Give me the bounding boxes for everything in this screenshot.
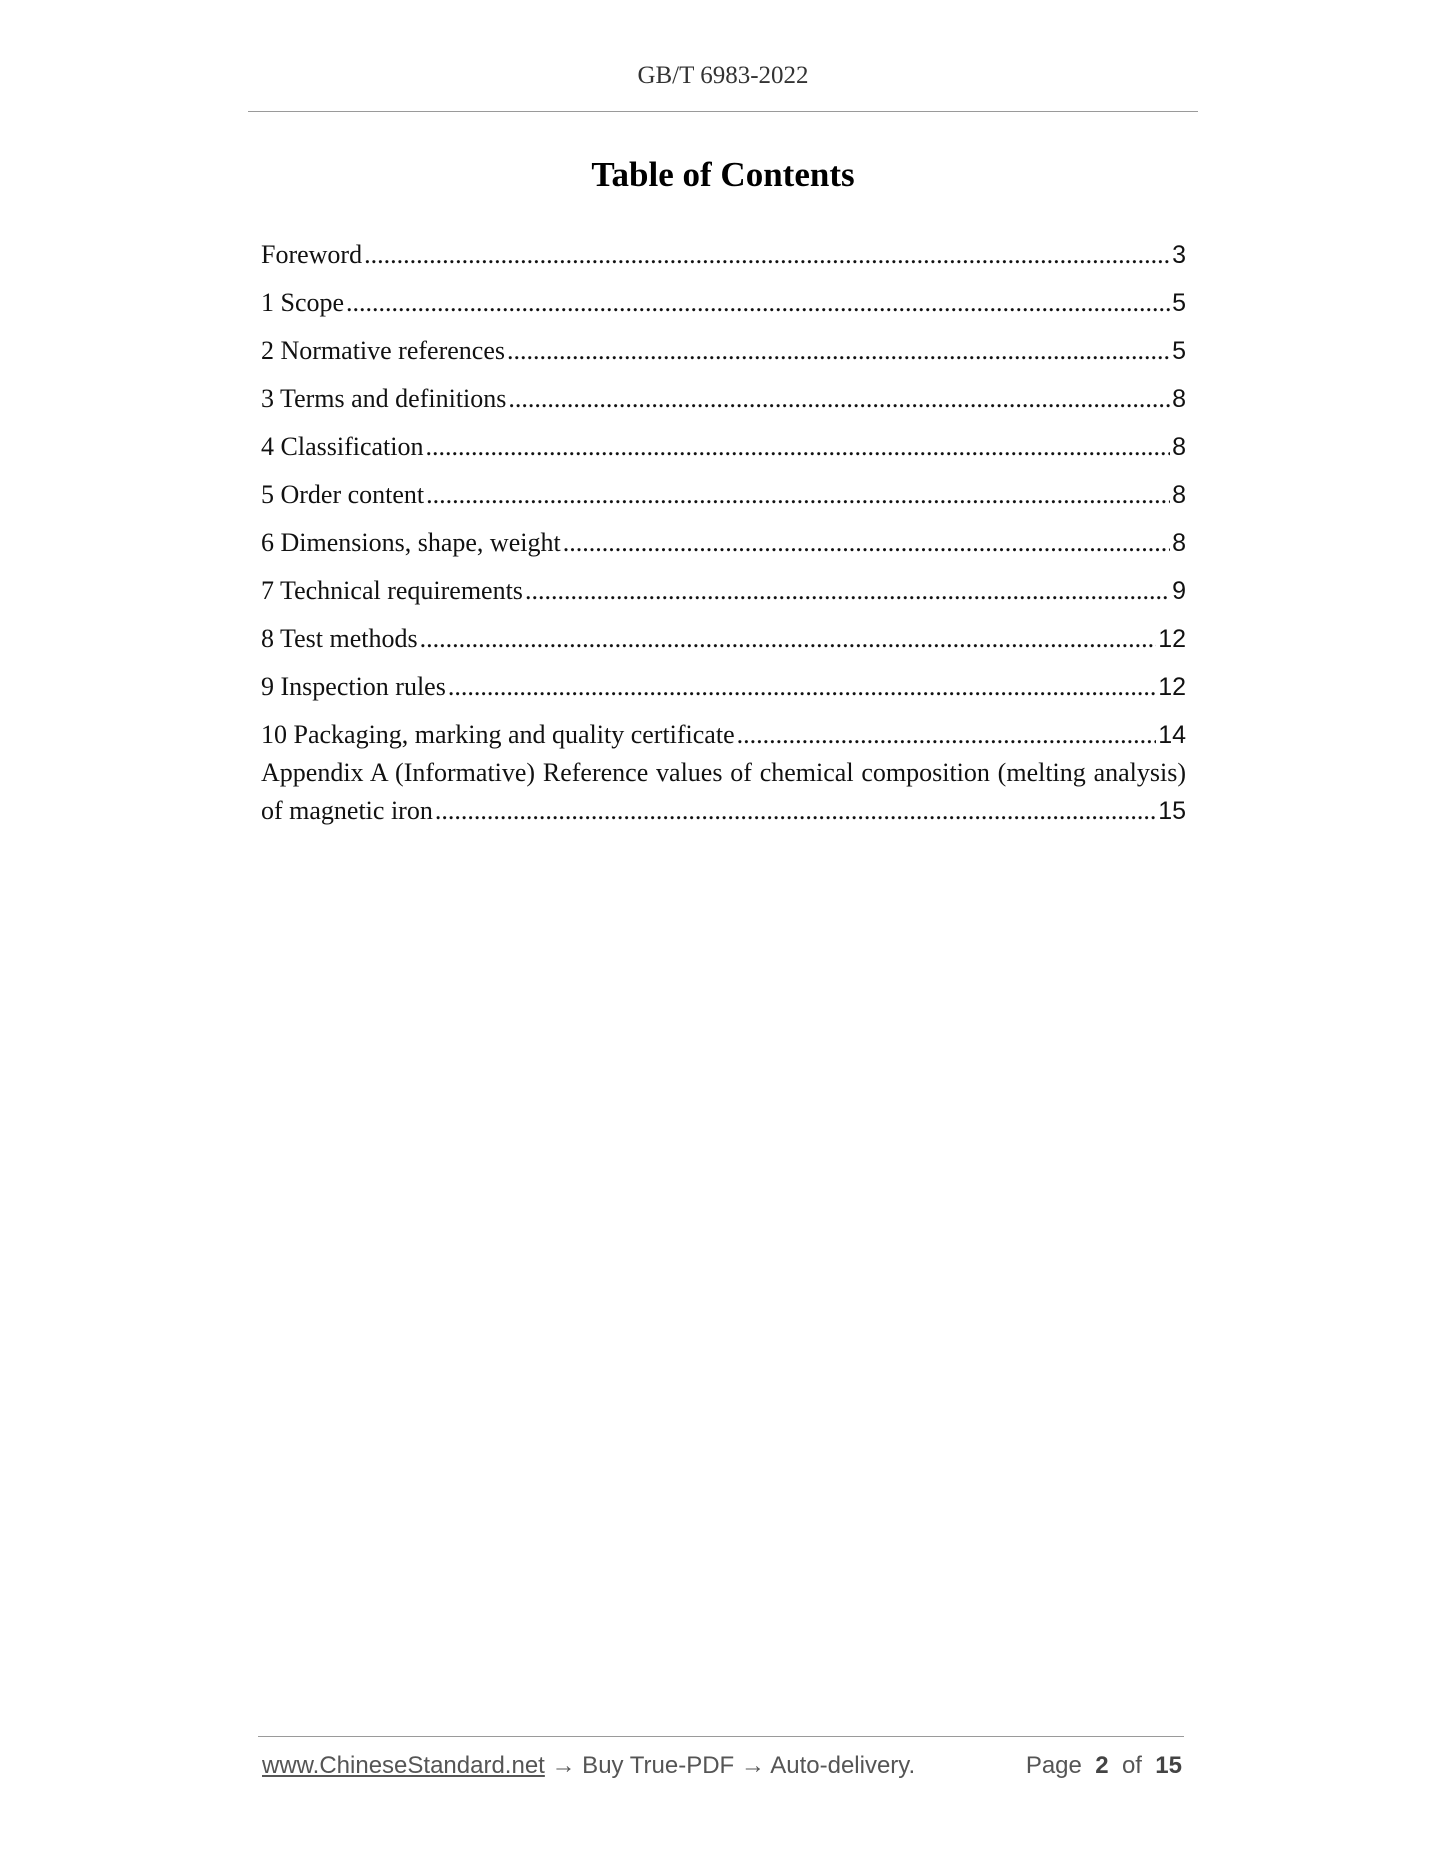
toc-item-terms-and-definitions[interactable] [261, 366, 1186, 414]
toc-item-label: 9 Inspection rules [261, 672, 446, 701]
footer-divider [258, 1736, 1184, 1737]
toc-leader-dots [364, 240, 1170, 270]
toc-item-normative-references[interactable] [261, 318, 1186, 366]
toc-item-dimensions-shape-weight[interactable] [261, 510, 1186, 558]
toc-leader-dots [346, 288, 1170, 318]
toc-item-label: 10 Packaging, marking and quality certificate [261, 720, 735, 749]
toc-item-label: 6 Dimensions, shape, weight [261, 528, 561, 557]
toc-item-appendix-a[interactable] [261, 756, 1186, 826]
toc-item-page: 8 [1172, 481, 1186, 509]
toc-item-scope[interactable] [261, 270, 1186, 318]
toc-item-page: 8 [1172, 385, 1186, 413]
of-word: of [1121, 1752, 1142, 1779]
toc-item-test-methods[interactable] [261, 606, 1186, 654]
table-of-contents [261, 222, 1186, 826]
page-header-standard-code: GB/T 6983-2022 [637, 62, 809, 89]
toc-item-page: 15 [1158, 797, 1186, 825]
toc-item-foreword[interactable] [261, 222, 1186, 270]
toc-item-label: 2 Normative references [261, 336, 505, 365]
toc-item-page: 9 [1172, 577, 1186, 605]
toc-leader-dots [425, 432, 1170, 462]
toc-leader-dots [435, 796, 1156, 826]
toc-item-page: 14 [1158, 721, 1186, 749]
toc-leader-dots [507, 336, 1170, 366]
toc-item-label-line1: Appendix A (Informative) Reference values of chemical composition (melting analysis) [261, 758, 1186, 787]
total-pages-number: 15 [1155, 1752, 1182, 1779]
footer-promo [262, 1752, 915, 1780]
toc-leader-dots [737, 720, 1157, 750]
page-word: Page [1025, 1752, 1082, 1779]
toc-item-label-line2: of magnetic iron [261, 796, 433, 825]
toc-leader-dots [525, 576, 1170, 606]
toc-item-label: 7 Technical requirements [261, 576, 523, 605]
toc-item-label: 8 Test methods [261, 624, 418, 653]
toc-item-page: 5 [1172, 337, 1186, 365]
toc-item-packaging-marking[interactable] [261, 702, 1186, 750]
toc-item-technical-requirements[interactable] [261, 558, 1186, 606]
toc-item-page: 3 [1172, 241, 1186, 269]
toc-item-page: 5 [1172, 289, 1186, 317]
toc-item-label: 5 Order content [261, 480, 425, 509]
toc-item-label: 3 Terms and definitions [261, 384, 507, 413]
toc-item-page: 12 [1158, 673, 1186, 701]
current-page-number: 2 [1095, 1752, 1109, 1779]
toc-leader-dots [426, 480, 1170, 510]
footer-page-indicator [1026, 1752, 1182, 1780]
toc-item-classification[interactable] [261, 414, 1186, 462]
toc-item-inspection-rules[interactable] [261, 654, 1186, 702]
page-footer [262, 1752, 1182, 1780]
toc-item-label: Foreword [261, 240, 363, 269]
toc-item-page: 8 [1172, 529, 1186, 557]
toc-title: Table of Contents [591, 155, 855, 194]
toc-item-label: 1 Scope [261, 288, 345, 317]
toc-leader-dots [508, 384, 1170, 414]
toc-leader-dots [563, 528, 1170, 558]
footer-website-link[interactable]: www.ChineseStandard.net [262, 1752, 545, 1779]
toc-item-page: 12 [1158, 625, 1186, 653]
toc-leader-dots [448, 672, 1156, 702]
toc-item-label: 4 Classification [261, 432, 424, 461]
header-divider [248, 111, 1198, 112]
toc-item-page: 8 [1172, 433, 1186, 461]
toc-item-order-content[interactable] [261, 462, 1186, 510]
footer-tagline: → Buy True-PDF → Auto-delivery. [544, 1752, 916, 1779]
toc-leader-dots [420, 624, 1157, 654]
